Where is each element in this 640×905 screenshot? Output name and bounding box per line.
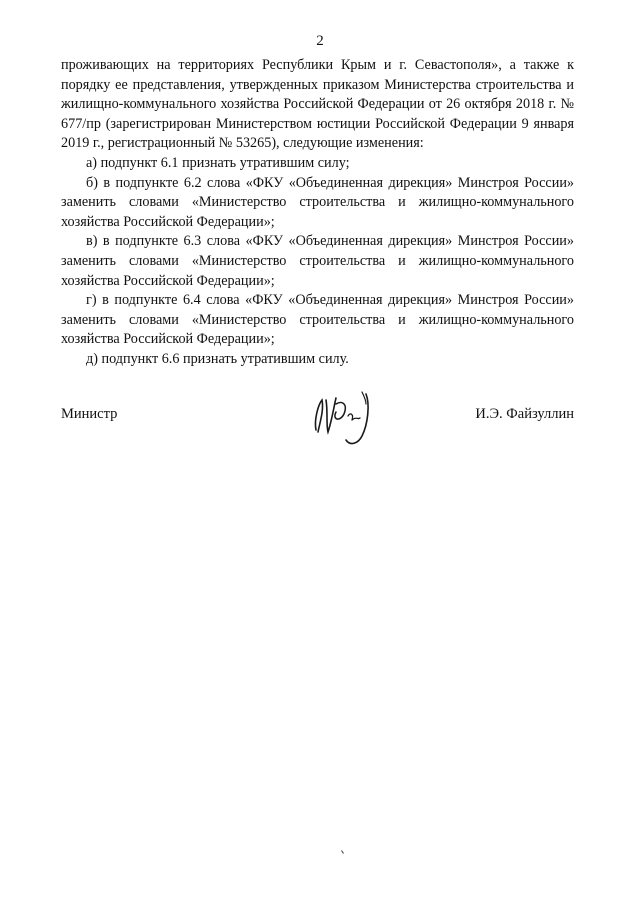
item-a-paragraph: а) подпункт 6.1 признать утратившим силу; bbox=[86, 154, 350, 171]
item-b-paragraph: б) в подпункте 6.2 слова «ФКУ «Объединенная дирекция» Минстроя России» заменить словами «Министерство строительства и жилищно-коммунального хозяйства Российской Федерации»; bbox=[61, 174, 574, 230]
page-number: 2 bbox=[316, 33, 324, 49]
item-d-paragraph: д) подпункт 6.6 признать утратившим силу. bbox=[86, 350, 349, 367]
signature-block bbox=[61, 398, 574, 458]
item-v-paragraph: в) в подпункте 6.3 слова «ФКУ «Объединенная дирекция» Минстроя России» заменить словами «Министерство строительства и жилищно-коммунального хозяйства Российской Федерации»; bbox=[61, 233, 574, 289]
signatory-name: И.Э. Файзуллин bbox=[475, 406, 574, 422]
signatory-title: Министр bbox=[61, 406, 118, 422]
handwritten-signature bbox=[306, 390, 386, 450]
scan-speck bbox=[341, 850, 344, 854]
item-g-paragraph: г) в подпункте 6.4 слова «ФКУ «Объединенная дирекция» Минстроя России» заменить словами «Министерство строительства и жилищно-коммунального хозяйства Российской Федерации»; bbox=[61, 292, 574, 348]
intro-paragraph: проживающих на территориях Республики Крым и г. Севастополя», а также к порядку ее представления, утвержденных приказом Министерства строительства и жилищно-коммунального хозяйства Российской Федерации от 26 октября 2018 г. № 677/пр (зарегистрирован Министерством юстиции Российской Федерации 9 января 2019 г., регистрационный № 53265), следующие изменения: bbox=[61, 57, 574, 152]
document-body bbox=[61, 56, 574, 370]
